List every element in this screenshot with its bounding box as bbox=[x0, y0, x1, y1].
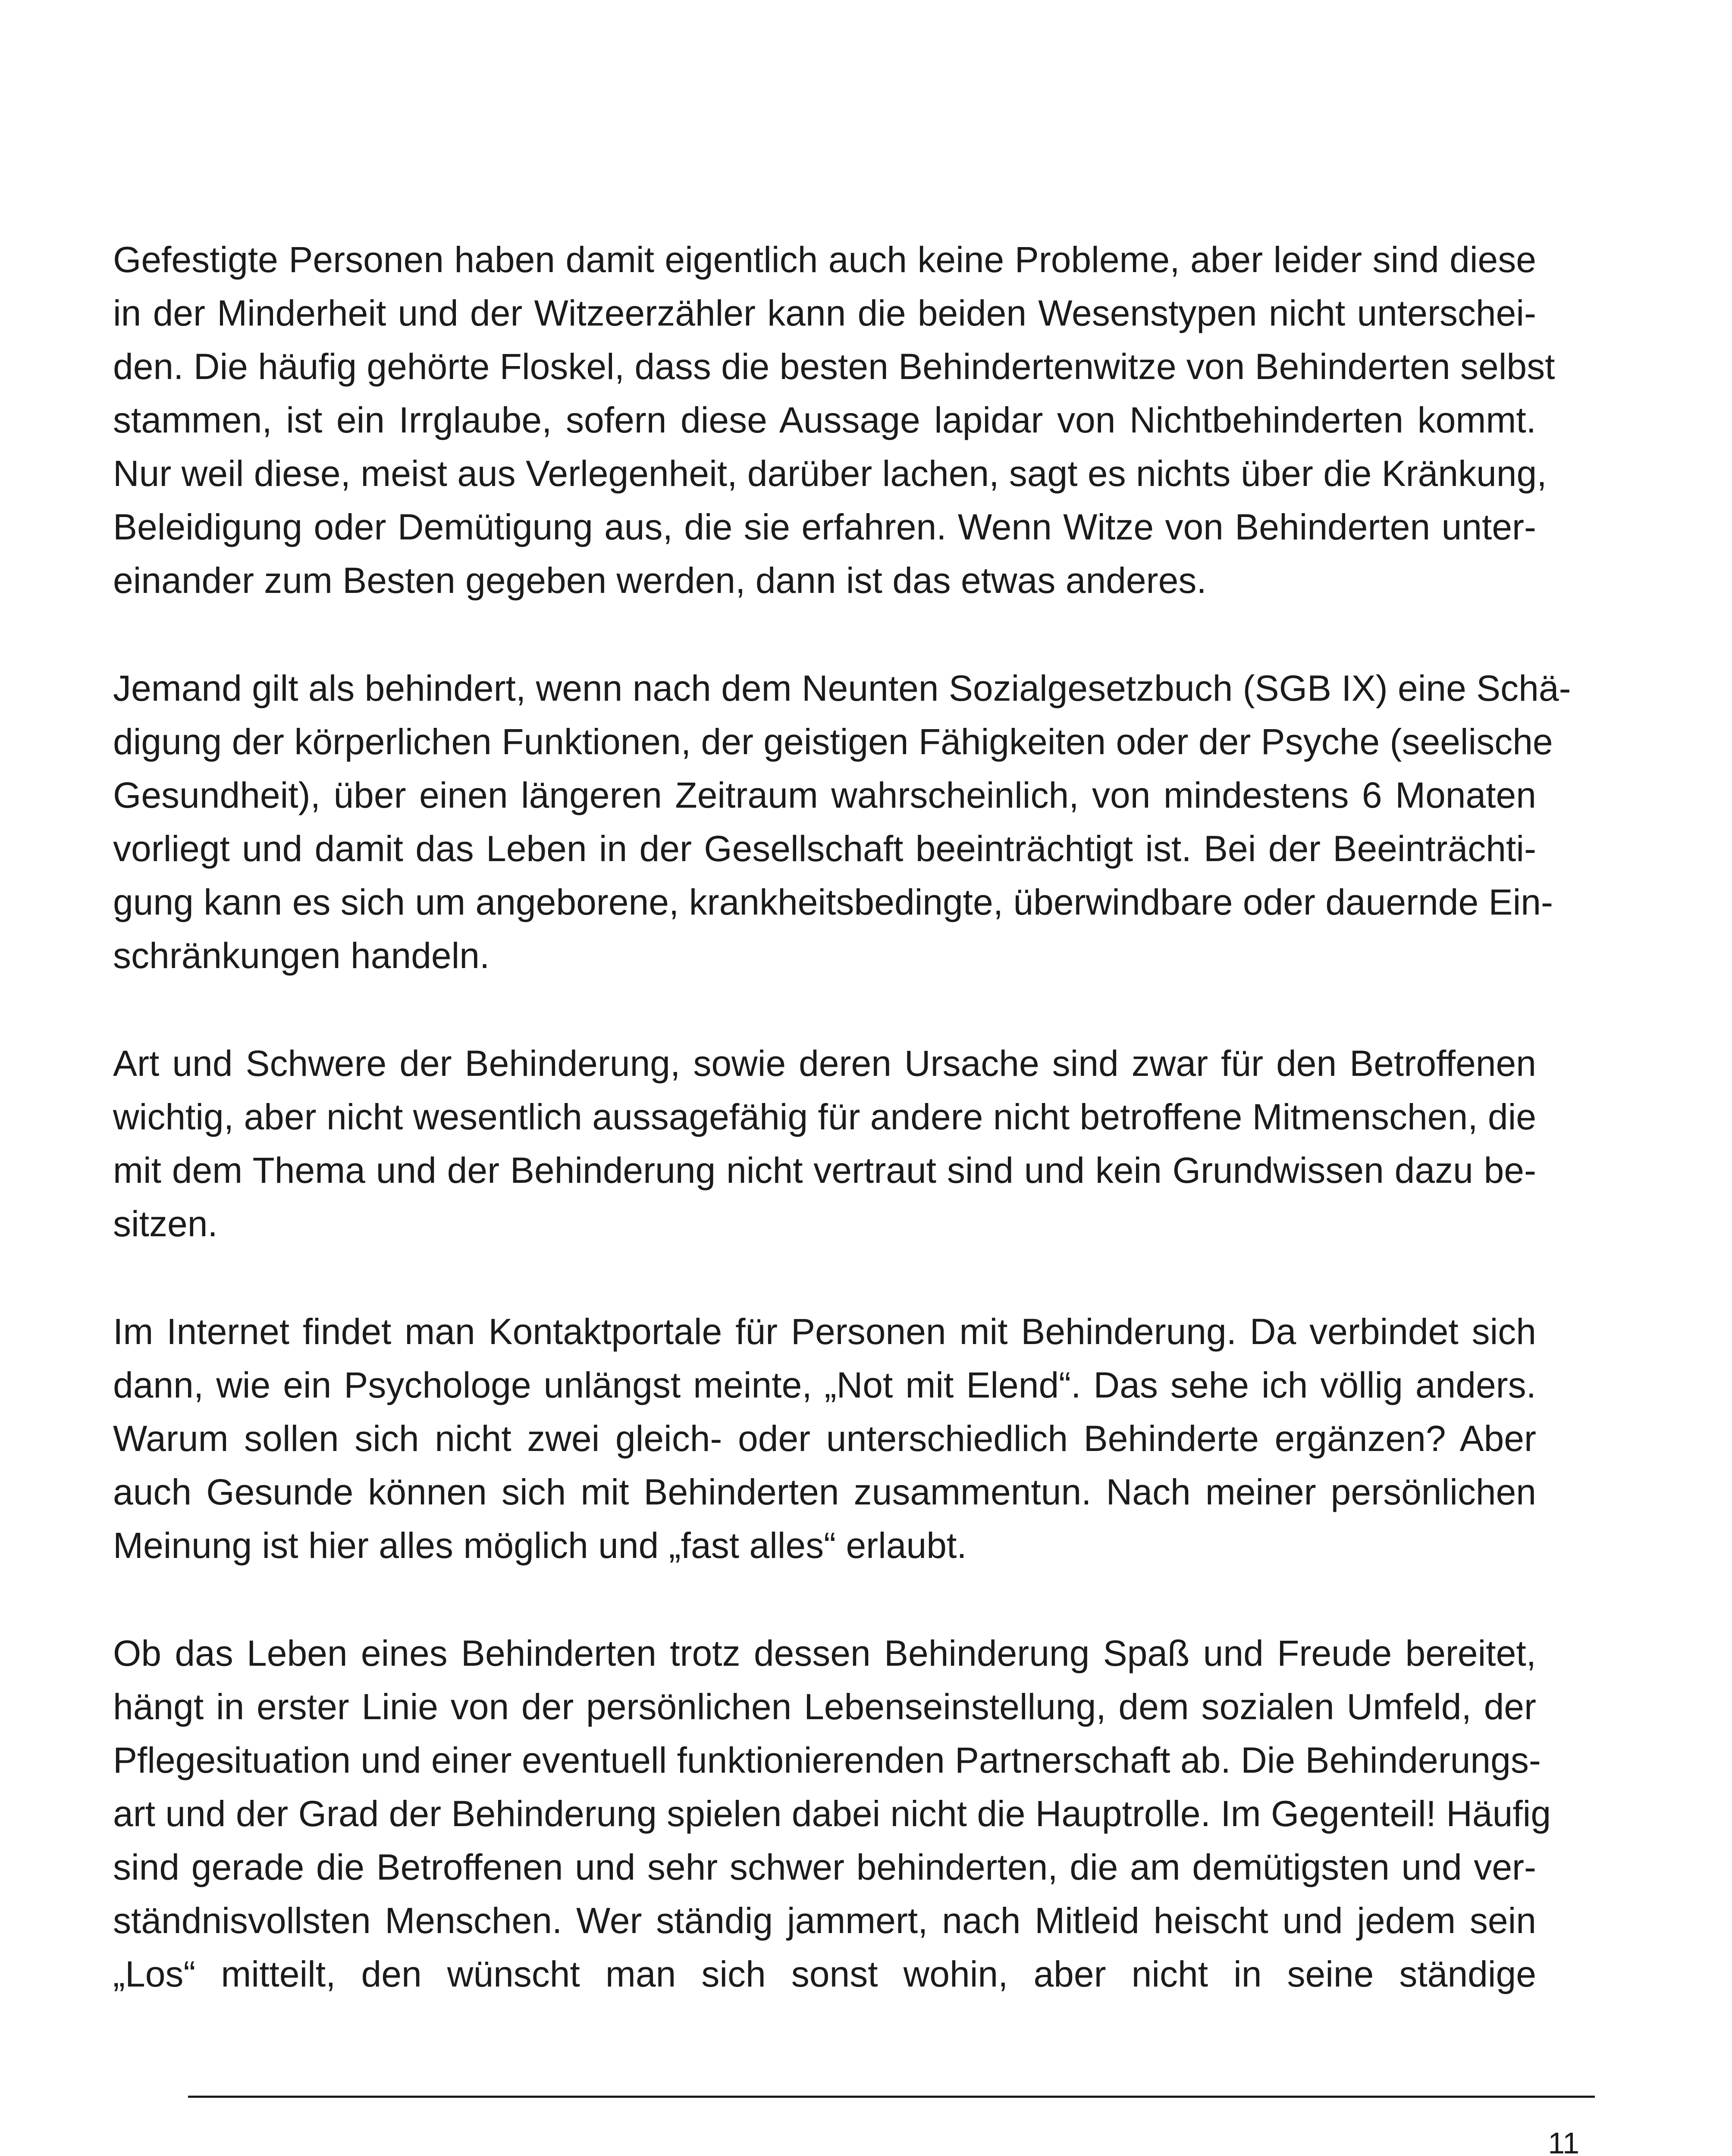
text-line: einander zum Besten gegeben werden, dann ist das etwas anderes. bbox=[113, 560, 1207, 601]
text-line: digung der körperlichen Funktionen, der geistigen Fähigkeiten oder der Psyche (seelische bbox=[113, 721, 1553, 762]
text-line: mit dem Thema und der Behinderung nicht vertraut sind und kein Grundwissen dazu be- bbox=[113, 1150, 1536, 1191]
text-line: Ob das Leben eines Behinderten trotz dessen Behinderung Spaß und Freude bereitet, bbox=[113, 1633, 1536, 1673]
text-line: gung kann es sich um angeborene, krankheitsbedingte, überwindbare oder dauernde Ein- bbox=[113, 882, 1553, 922]
text-line: „Los“ mitteilt, den wünscht man sich sonst wohin, aber nicht in seine ständige bbox=[113, 1954, 1536, 1994]
text-line: Meinung ist hier alles möglich und „fast alles“ erlaubt. bbox=[113, 1525, 967, 1566]
text-line: Nur weil diese, meist aus Verlegenheit, darüber lachen, sagt es nichts über die Kränkung, bbox=[113, 453, 1547, 494]
text-line: in der Minderheit und der Witzeerzähler kann die beiden Wesenstypen nicht unterschei- bbox=[113, 293, 1536, 333]
text-line: vorliegt und damit das Leben in der Gesellschaft beeinträchtigt ist. Bei der Beeinträchti- bbox=[113, 828, 1536, 869]
paragraph-5 bbox=[113, 1626, 1551, 2001]
text-line: Beleidigung oder Demütigung aus, die sie erfahren. Wenn Witze von Behinderten unter- bbox=[113, 507, 1536, 547]
text-line: Gesundheit), über einen längeren Zeitraum wahrscheinlich, von mindestens 6 Monaten bbox=[113, 775, 1536, 815]
text-line: Warum sollen sich nicht zwei gleich- oder unterschiedlich Behinderte ergänzen? Aber bbox=[113, 1418, 1536, 1459]
text-line: stammen, ist ein Irrglaube, sofern diese Aussage lapidar von Nichtbehinderten kommt. bbox=[113, 400, 1536, 440]
text-line: wichtig, aber nicht wesentlich aussagefähig für andere nicht betroffene Mitmenschen, die bbox=[113, 1097, 1536, 1137]
paragraph-1 bbox=[113, 233, 1555, 607]
text-line: Im Internet findet man Kontaktportale für Personen mit Behinderung. Da verbindet sich bbox=[113, 1311, 1536, 1352]
paragraph-4 bbox=[113, 1305, 1536, 1572]
paragraph-3 bbox=[113, 1037, 1536, 1250]
text-line: hängt in erster Linie von der persönlichen Lebenseinstellung, dem sozialen Umfeld, der bbox=[113, 1686, 1536, 1727]
footer-divider bbox=[188, 2096, 1595, 2098]
text-line: art und der Grad der Behinderung spielen dabei nicht die Hauptrolle. Im Gegenteil! Häufig bbox=[113, 1793, 1551, 1834]
body-text bbox=[113, 233, 1571, 2055]
text-line: Pflegesituation und einer eventuell funktionierenden Partnerschaft ab. Die Behinderungs- bbox=[113, 1740, 1541, 1780]
text-line: ständnisvollsten Menschen. Wer ständig jammert, nach Mitleid heischt und jedem sein bbox=[113, 1900, 1536, 1941]
paragraph-2 bbox=[113, 661, 1571, 982]
text-line: auch Gesunde können sich mit Behinderten zusammentun. Nach meiner persönlichen bbox=[113, 1472, 1536, 1512]
text-line: sitzen. bbox=[113, 1203, 218, 1244]
page-number: 11 bbox=[1548, 2126, 1579, 2156]
text-line: Jemand gilt als behindert, wenn nach dem Neunten Sozialgesetzbuch (SGB IX) eine Schä- bbox=[113, 668, 1571, 708]
text-line: Gefestigte Personen haben damit eigentlich auch keine Probleme, aber leider sind diese bbox=[113, 239, 1536, 280]
text-line: den. Die häufig gehörte Floskel, dass die besten Behindertenwitze von Behinderten selbst bbox=[113, 346, 1555, 387]
text-line: sind gerade die Betroffenen und sehr schwer behinderten, die am demütigsten und ver- bbox=[113, 1847, 1536, 1887]
text-line: schränkungen handeln. bbox=[113, 935, 490, 976]
text-line: dann, wie ein Psychologe unlängst meinte, „Not mit Elend“. Das sehe ich völlig anders. bbox=[113, 1365, 1536, 1405]
text-line: Art und Schwere der Behinderung, sowie deren Ursache sind zwar für den Betroffenen bbox=[113, 1043, 1536, 1084]
